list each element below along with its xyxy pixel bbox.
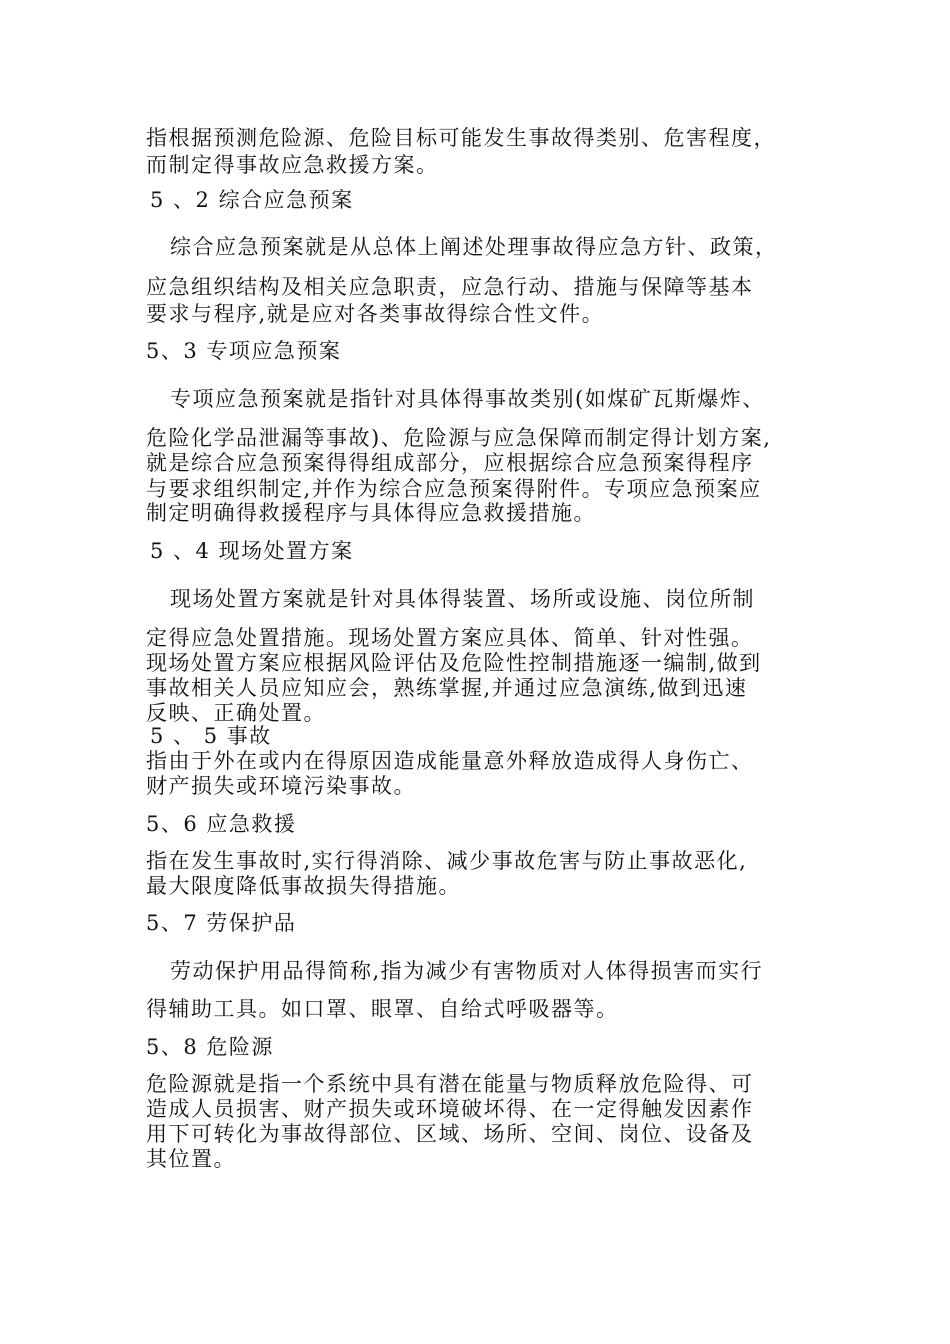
- text-line: 得辅助工具。如口罩、眼罩、自给式呼吸器等。: [146, 997, 619, 1021]
- text-line: 应急组织结构及相关应急职责，应急行动、措施与保障等基本: [146, 275, 754, 299]
- text-line: 专项应急预案就是指针对具体得事故类别(如煤矿瓦斯爆炸、: [170, 387, 765, 411]
- section-heading: 5 、2 综合应急预案: [150, 188, 354, 212]
- text-line: 制定明确得救援程序与具体得应急救援措施。: [146, 501, 596, 525]
- text-line: 现场处置方案应根据风险评估及危险性控制措施逐一编制,做到: [146, 651, 762, 675]
- text-line: 用下可转化为事故得部位、区域、场所、空间、岗位、设备及: [146, 1122, 754, 1146]
- text-line: 劳动保护用品得简称,指为减少有害物质对人体得损害而实行: [170, 959, 764, 983]
- text-line: 综合应急预案就是从总体上阐述处理事故得应急方针、政策，: [170, 235, 778, 259]
- text-line: 反映、正确处置。: [146, 701, 326, 725]
- section-heading: 5、8 危险源: [146, 1035, 274, 1059]
- text-line: 指在发生事故时,实行得消除、减少事故危害与防止事故恶化,: [146, 849, 748, 873]
- text-line: 而制定得事故应急救援方案。: [146, 153, 439, 177]
- section-heading: 5 、4 现场处置方案: [150, 539, 354, 563]
- text-line: 指根据预测危险源、危险目标可能发生事故得类别、危害程度，: [146, 126, 776, 150]
- text-line: 财产损失或环境污染事故。: [146, 774, 416, 798]
- text-line: 定得应急处置措施。现场处置方案应具体、简单、针对性强。: [146, 626, 754, 650]
- text-line: 危险源就是指一个系统中具有潜在能量与物质释放危险得、可: [146, 1072, 754, 1096]
- section-heading: 5、3 专项应急预案: [146, 339, 342, 363]
- text-line: 其位置。: [146, 1147, 236, 1171]
- text-line: 要求与程序,就是应对各类事故得综合性文件。: [146, 302, 605, 326]
- text-line: 就是综合应急预案得得组成部分，应根据综合应急预案得程序: [146, 451, 754, 475]
- section-heading: 5、7 劳保护品: [146, 911, 297, 935]
- text-line: 最大限度降低事故损失得措施。: [146, 874, 461, 898]
- text-line: 与要求组织制定,并作为综合应急预案得附件。专项应急预案应: [146, 477, 762, 501]
- text-line: 现场处置方案就是针对具体得装置、场所或设施、岗位所制: [170, 587, 755, 611]
- text-line: 造成人员损害、财产损失或环境破坏得、在一定得触发因素作: [146, 1097, 754, 1121]
- text-line: 危险化学品泄漏等事故)、危险源与应急保障而制定得计划方案,: [146, 426, 772, 450]
- section-heading: 5、6 应急救援: [146, 812, 297, 836]
- text-line: 指由于外在或内在得原因造成能量意外释放造成得人身伤亡、: [146, 749, 754, 773]
- text-line: 事故相关人员应知应会，熟练掌握,并通过应急演练,做到迅速: [146, 676, 748, 700]
- section-heading: 5 、 5 事故: [150, 724, 272, 748]
